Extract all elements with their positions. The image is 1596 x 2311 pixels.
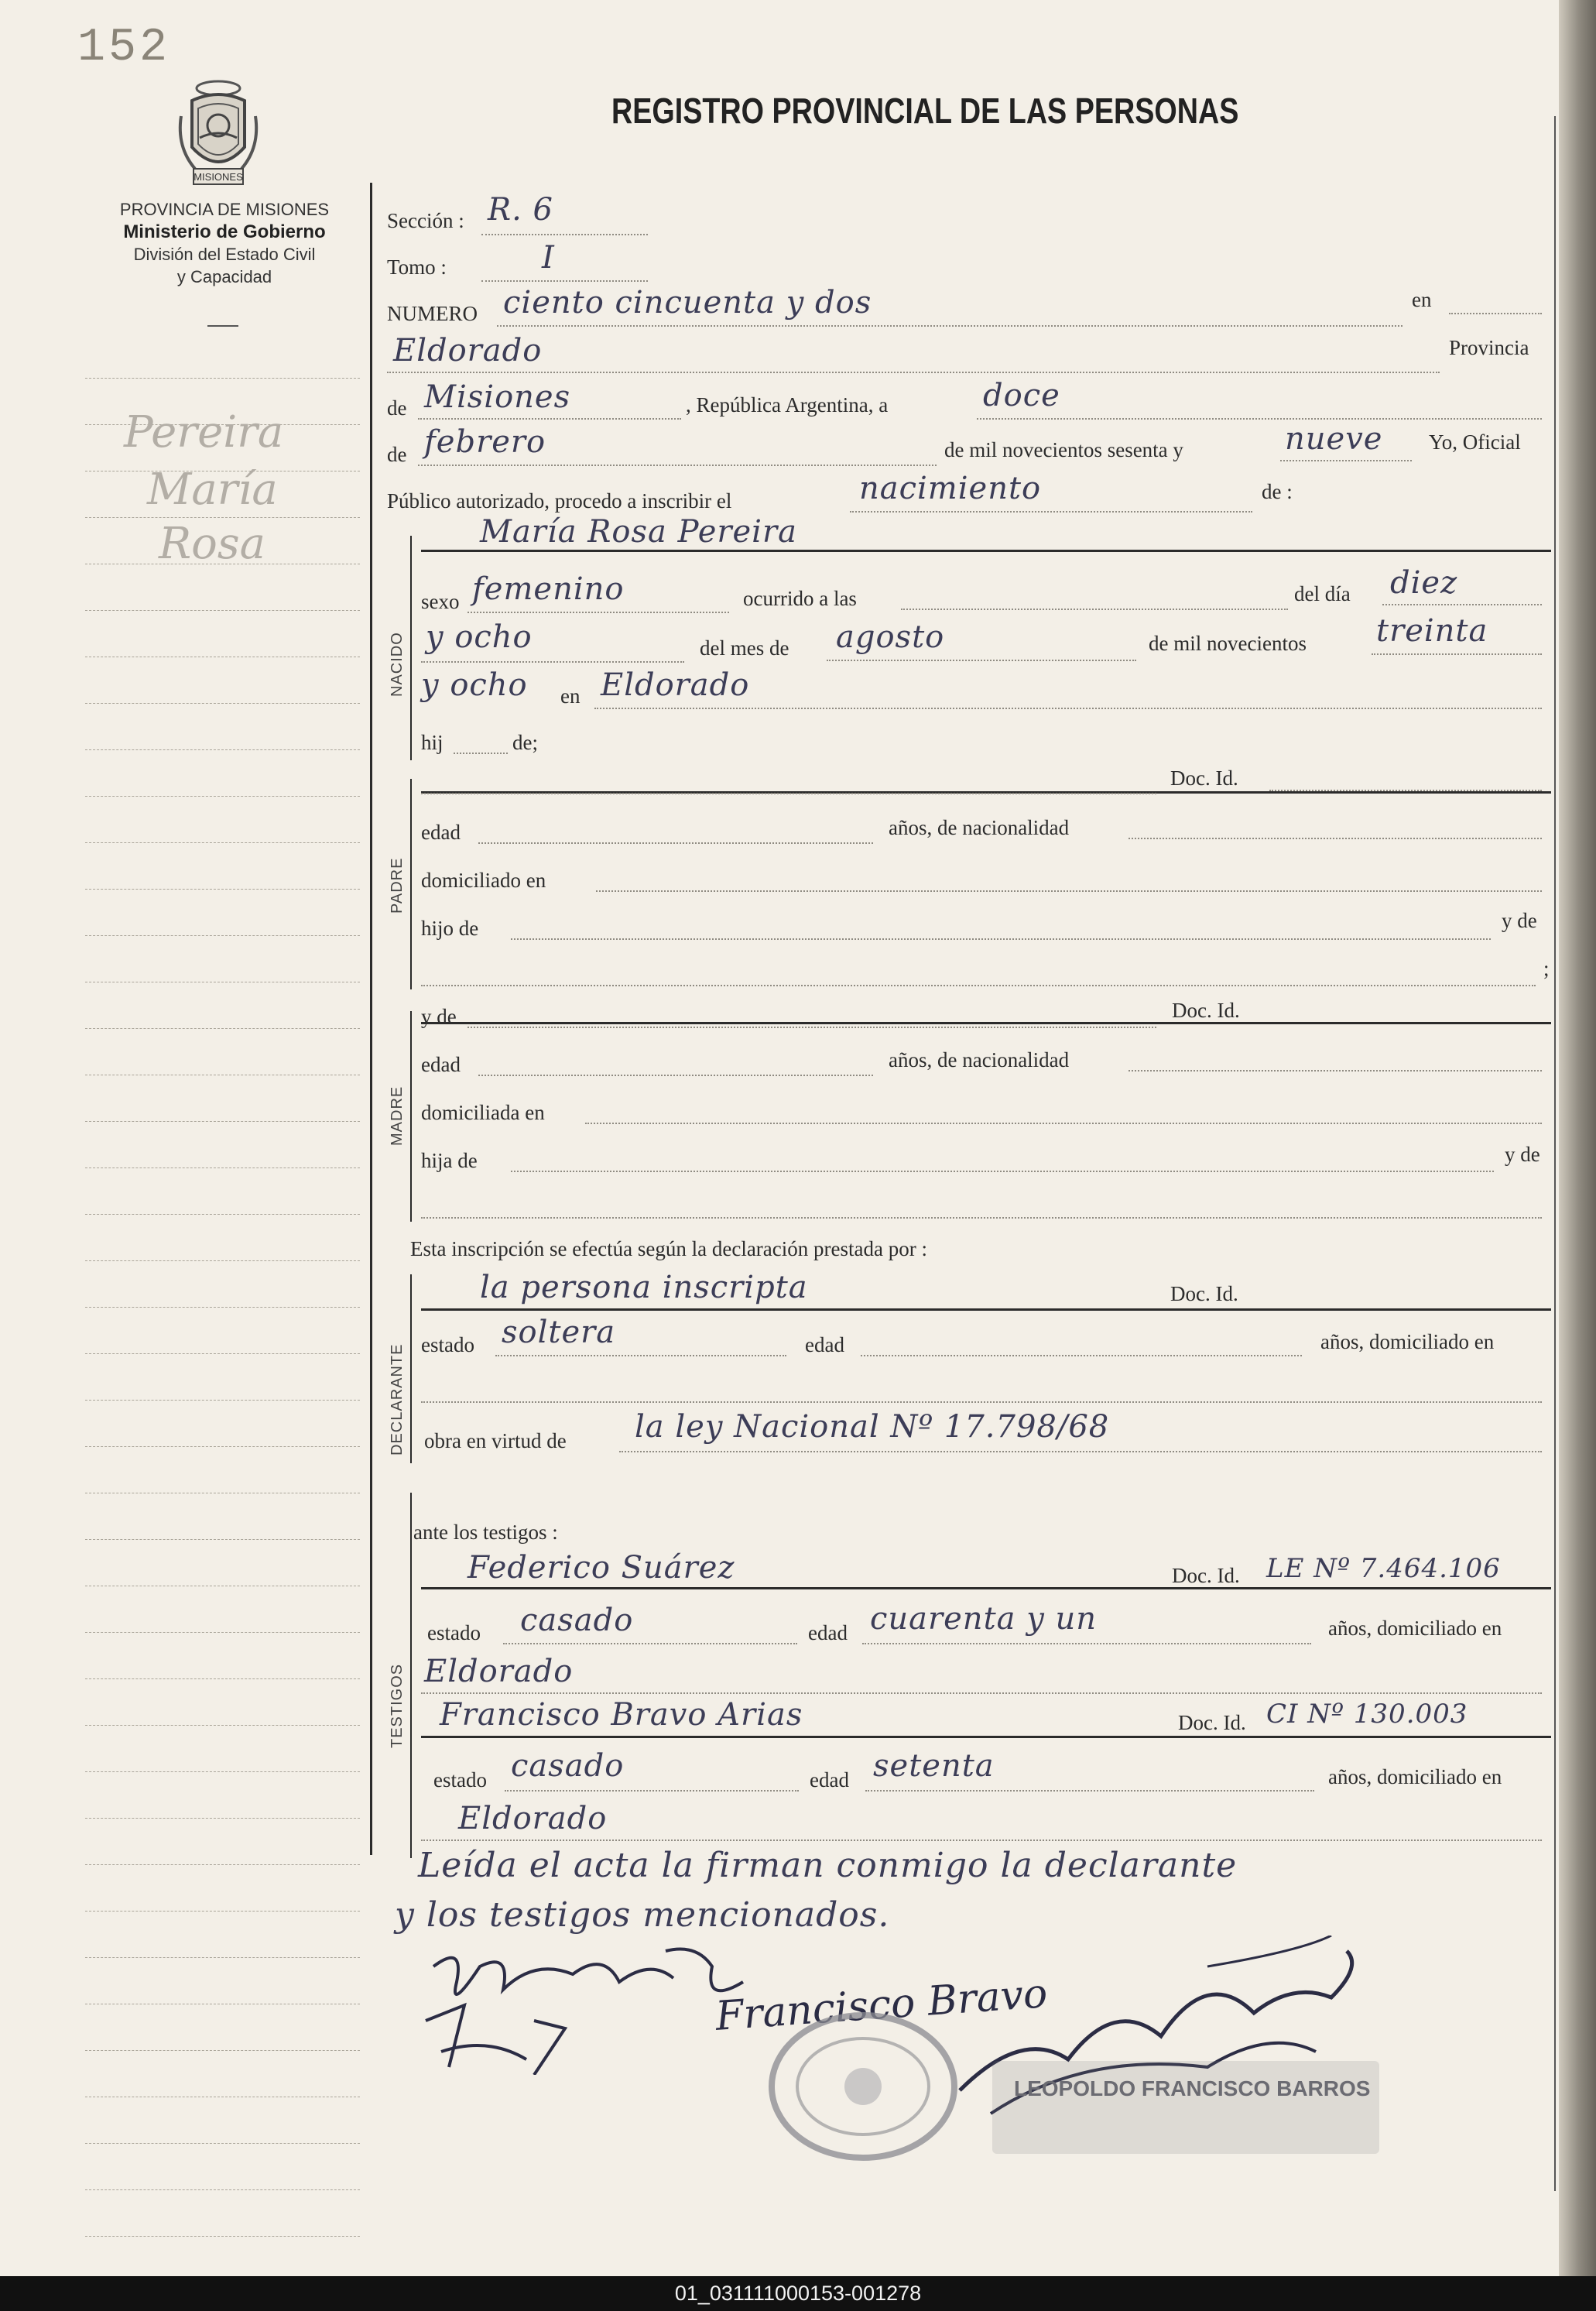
label-ante-testigos: ante los testigos : bbox=[413, 1521, 558, 1544]
tag-testigos: TESTIGOS bbox=[389, 1663, 406, 1748]
official-round-stamp bbox=[759, 2005, 968, 2168]
value-testigo2-edad: setenta bbox=[873, 1748, 995, 1784]
label-t1-anos: años, domiciliado en bbox=[1328, 1617, 1502, 1640]
label-t2-estado: estado bbox=[433, 1768, 487, 1792]
value-testigo2-estado: casado bbox=[511, 1748, 625, 1784]
value-declarante: la persona inscripta bbox=[480, 1270, 808, 1305]
svg-text:MISIONES: MISIONES bbox=[194, 171, 243, 183]
label-publico: Público autorizado, procedo a inscribir el bbox=[387, 489, 732, 513]
label-decl-anos: años, domiciliado en bbox=[1320, 1330, 1495, 1353]
label-padre-yde: y de bbox=[1502, 909, 1537, 932]
label-yo-oficial: Yo, Oficial bbox=[1429, 430, 1521, 454]
value-sexo: femenino bbox=[472, 571, 625, 607]
value-lugar-nac: Eldorado bbox=[601, 667, 750, 703]
page-number: 152 bbox=[77, 22, 171, 74]
madre-bracket bbox=[410, 1011, 412, 1222]
margin-note-name1: María bbox=[147, 465, 278, 515]
margin-note-surname: Pereira bbox=[124, 407, 284, 458]
image-id-footer: 01_031111000153-001278 bbox=[0, 2276, 1596, 2311]
label-madre-yde: y de bbox=[421, 1005, 457, 1028]
margin-note-name2: Rosa bbox=[159, 519, 266, 569]
declarante-rule bbox=[421, 1308, 1551, 1311]
testigo1-rule bbox=[421, 1587, 1551, 1589]
label-madre-ydefin: y de bbox=[1505, 1143, 1540, 1166]
value-tomo: I bbox=[542, 240, 555, 276]
label-provincia: Provincia bbox=[1449, 336, 1529, 359]
label-t2-doc: Doc. Id. bbox=[1178, 1711, 1246, 1734]
value-mes: febrero bbox=[424, 424, 546, 460]
book-binding bbox=[1559, 0, 1596, 2276]
value-testigo1-estado: casado bbox=[520, 1603, 634, 1638]
label-t1-edad: edad bbox=[808, 1621, 848, 1644]
label-t1-doc: Doc. Id. bbox=[1172, 1564, 1240, 1587]
label-padre-edad: edad bbox=[421, 821, 461, 844]
testigos-bracket bbox=[410, 1493, 412, 1858]
label-en-lugar: en bbox=[560, 684, 581, 708]
label-padre-dom: domiciliado en bbox=[421, 869, 546, 892]
agency-ministry: Ministerio de Gobierno bbox=[123, 221, 326, 242]
nacido-bracket bbox=[410, 536, 412, 760]
agency-province: PROVINCIA DE MISIONES bbox=[119, 200, 330, 219]
signature-witness-2: Francisco Bravo bbox=[714, 1970, 1050, 2040]
value-anio-nac: treinta bbox=[1376, 613, 1488, 649]
value-nombre: María Rosa Pereira bbox=[480, 514, 797, 550]
label-numero: NUMERO bbox=[387, 302, 478, 325]
value-ley: la ley Nacional Nº 17.798/68 bbox=[635, 1409, 1110, 1445]
provincial-seal bbox=[172, 77, 265, 194]
label-madre-edad: edad bbox=[421, 1053, 461, 1076]
value-numero: ciento cincuenta y dos bbox=[503, 285, 872, 321]
agency-division: División del Estado Civil bbox=[133, 245, 316, 264]
value-testigo2-dom: Eldorado bbox=[458, 1801, 608, 1836]
agency-block bbox=[77, 198, 372, 288]
value-testigo1-doc: LE Nº 7.464.106 bbox=[1266, 1553, 1501, 1584]
label-madre-hija: hija de bbox=[421, 1149, 478, 1172]
label-del-mes: del mes de bbox=[700, 636, 789, 660]
closing-line-1: Leída el acta la firman conmigo la declarante bbox=[418, 1846, 1238, 1885]
label-padre-hijo: hijo de bbox=[421, 917, 479, 940]
testigo2-rule bbox=[421, 1736, 1551, 1738]
label-de-provincia: de bbox=[387, 396, 407, 420]
label-padre-nac: años, de nacionalidad bbox=[889, 816, 1070, 839]
agency-capacity: y Capacidad bbox=[176, 267, 272, 286]
agency-divider bbox=[207, 325, 238, 327]
label-padre-doc: Doc. Id. bbox=[1170, 766, 1238, 790]
declarante-bracket bbox=[410, 1274, 412, 1463]
label-seccion: Sección : bbox=[387, 209, 464, 232]
value-mes-nac: agosto bbox=[836, 619, 945, 655]
tag-nacido: NACIDO bbox=[389, 632, 406, 697]
name-rule bbox=[421, 550, 1551, 552]
value-dia-nac2: y ocho bbox=[426, 619, 533, 655]
label-de-mes: de bbox=[387, 443, 407, 466]
value-localidad: Eldorado bbox=[393, 333, 543, 369]
form-border-left bbox=[370, 183, 372, 1855]
madre-rule bbox=[421, 1022, 1551, 1024]
label-madre-dom: domiciliada en bbox=[421, 1101, 545, 1124]
label-sexo: sexo bbox=[421, 590, 460, 613]
stamp-text: LEOPOLDO FRANCISCO BARROS bbox=[1014, 2076, 1371, 2100]
label-t2-edad: edad bbox=[810, 1768, 849, 1792]
value-dia-nac: diez bbox=[1390, 565, 1458, 601]
value-acto: nacimiento bbox=[859, 471, 1042, 506]
page-title: REGISTRO PROVINCIAL DE LAS PERSONAS bbox=[611, 91, 1239, 131]
tag-padre: PADRE bbox=[389, 857, 406, 914]
label-republica: , República Argentina, a bbox=[686, 393, 889, 417]
label-tomo: Tomo : bbox=[387, 255, 447, 279]
tag-declarante: DECLARANTE bbox=[389, 1343, 406, 1456]
label-de-colon: de : bbox=[1262, 480, 1293, 503]
value-seccion: R. 6 bbox=[488, 192, 553, 228]
coat-of-arms-icon bbox=[172, 77, 265, 194]
value-testigo1: Federico Suárez bbox=[467, 1550, 735, 1586]
label-padre-semicolon: ; bbox=[1543, 957, 1550, 980]
label-de-semi: de; bbox=[512, 731, 538, 754]
label-t1-estado: estado bbox=[427, 1621, 481, 1644]
label-del-dia: del día bbox=[1294, 582, 1351, 605]
value-provincia: Misiones bbox=[424, 379, 571, 415]
label-ocurrido: ocurrido a las bbox=[743, 587, 857, 610]
value-testigo2-doc: CI Nº 130.003 bbox=[1266, 1699, 1468, 1730]
label-decl-doc: Doc. Id. bbox=[1170, 1282, 1238, 1305]
label-decl-edad: edad bbox=[805, 1333, 844, 1356]
label-madre-nac: años, de nacionalidad bbox=[889, 1048, 1070, 1071]
label-t2-anos: años, domiciliado en bbox=[1328, 1765, 1502, 1788]
label-declaracion: Esta inscripción se efectúa según la declaración prestada por : bbox=[410, 1237, 927, 1260]
label-madre-doc: Doc. Id. bbox=[1172, 999, 1240, 1022]
value-dia: doce bbox=[983, 378, 1060, 413]
padre-bracket bbox=[410, 779, 412, 989]
name-stamp bbox=[992, 2061, 1379, 2154]
value-testigo1-dom: Eldorado bbox=[424, 1654, 574, 1689]
value-testigo1-edad: cuarenta y un bbox=[870, 1601, 1098, 1637]
label-en: en bbox=[1412, 288, 1432, 311]
value-anio-nac2: y ocho bbox=[421, 667, 528, 703]
label-hij: hij bbox=[421, 731, 444, 754]
tag-madre: MADRE bbox=[389, 1085, 406, 1146]
label-decl-estado: estado bbox=[421, 1333, 474, 1356]
label-mil-novecientos: de mil novecientos bbox=[1149, 632, 1307, 655]
closing-line-2: y los testigos mencionados. bbox=[395, 1895, 890, 1935]
label-mil-sesenta: de mil novecientos sesenta y bbox=[944, 438, 1183, 461]
form-border-right bbox=[1554, 116, 1556, 2191]
value-anio: nueve bbox=[1285, 421, 1383, 457]
label-obra: obra en virtud de bbox=[424, 1429, 567, 1452]
value-testigo2: Francisco Bravo Arias bbox=[440, 1697, 803, 1733]
value-decl-estado: soltera bbox=[502, 1315, 616, 1350]
